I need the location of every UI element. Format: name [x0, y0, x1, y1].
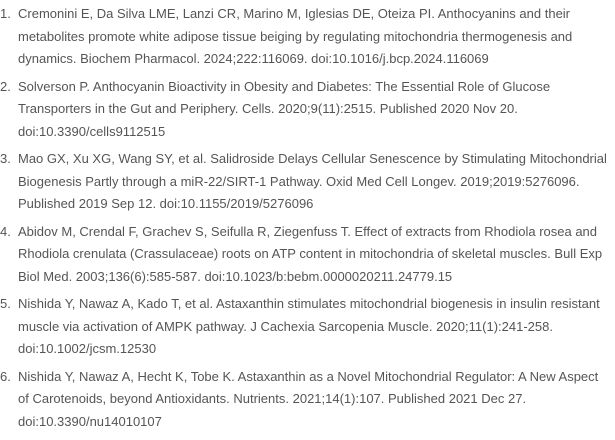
reference-number: 5. — [0, 296, 11, 311]
reference-item-3 — [0, 148, 610, 216]
reference-number: 4. — [0, 223, 11, 239]
reference-item-5 — [0, 293, 610, 361]
reference-number: 2. — [0, 78, 11, 94]
reference-text: Abidov M, Crendal F, Grachev S, Seifulla R, Ziegenfuss T. Effect of extracts from Rhodiola rosea and Rhodiola crenulata (Crassulaceae) roots on ATP content in mitochondria of skeletal muscles. Bull Exp Biol Med. 2003;136(6):585-587. doi:10.1023/b:bebm.0000020211.24779.15 — [18, 223, 603, 284]
reference-item-6 — [0, 366, 610, 434]
reference-number: 1. — [0, 6, 11, 21]
reference-text: Nishida Y, Nawaz A, Hecht K, Tobe K. Astaxanthin as a Novel Mitochondrial Regulator: A New Aspect of Carotenoids, beyond Antioxidants. Nutrients. 2021;14(1):107. Published 2021 Dec 27. doi:10.3390/nu14010107 — [18, 368, 599, 429]
reference-text: Nishida Y, Nawaz A, Kado T, et al. Astaxanthin stimulates mitochondrial biogenesis in insulin resistant muscle via activation of AMPK pathway. J Cachexia Sarcopenia Muscle. 2020;11(1):241-258. doi:10.1002/jcsm.12530 — [18, 296, 600, 356]
reference-item-4 — [0, 221, 610, 289]
reference-text: Cremonini E, Da Silva LME, Lanzi CR, Marino M, Iglesias DE, Oteiza PI. Anthocyanins and their metabolites promote white adipose tissue beiging by regulating mitochondria thermogenesis and dynamics. Biochem Pharmacol. 2024;222:116069. doi:10.1016/j.bcp.2024.116069 — [18, 6, 573, 66]
reference-item-2 — [0, 76, 610, 144]
reference-number: 6. — [0, 368, 11, 384]
reference-number: 3. — [0, 151, 11, 166]
reference-item-1 — [0, 3, 610, 71]
reference-text: Mao GX, Xu XG, Wang SY, et al. Salidroside Delays Cellular Senescence by Stimulating Mitochondrial Biogenesis Partly through a miR-22/SIRT-1 Pathway. Oxid Med Cell Longev. 2019;2019:5276096. Published 2019 Sep 12. doi:10.1155/2019/5276096 — [18, 151, 607, 211]
reference-text: Solverson P. Anthocyanin Bioactivity in Obesity and Diabetes: The Essential Role of Glucose Transporters in the Gut and Periphery. Cells. 2020;9(11):2515. Published 2020 Nov 20. doi:10.3390/cells9112515 — [18, 78, 551, 139]
